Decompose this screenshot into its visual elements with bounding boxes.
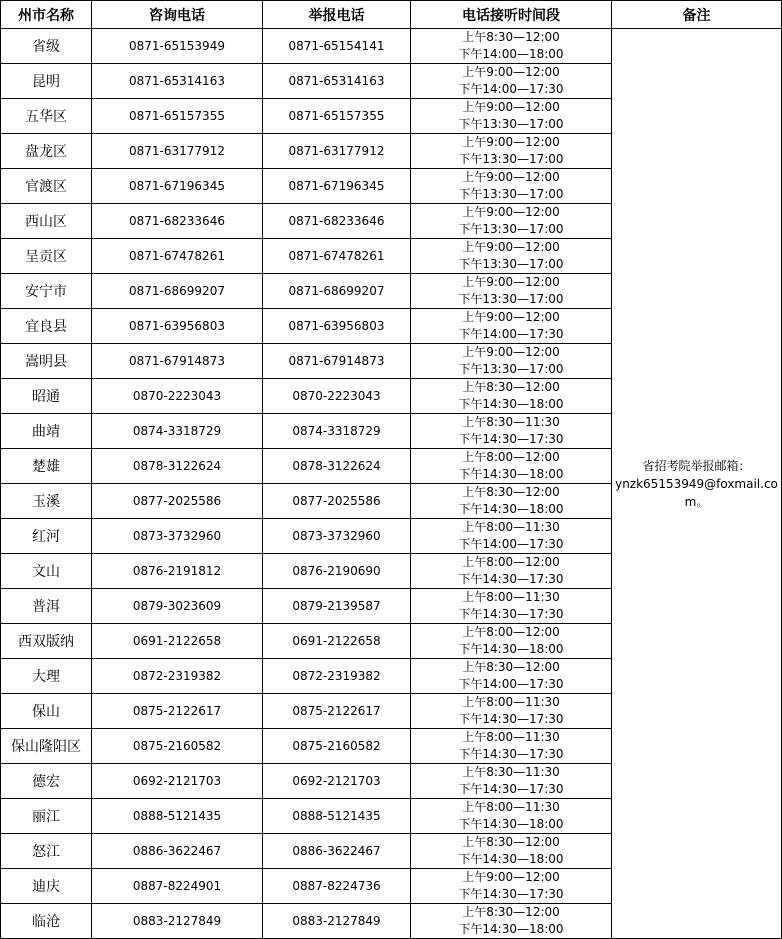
hours-cell xyxy=(411,834,612,869)
hours-cell xyxy=(411,764,612,799)
report-phone-cell: 0871-68233646 xyxy=(263,204,411,239)
report-phone-cell: 0870-2223043 xyxy=(263,379,411,414)
consult-phone-cell: 0692-2121703 xyxy=(92,764,263,799)
consult-phone-cell: 0874-3318729 xyxy=(92,414,263,449)
afternoon-hours: 下午14:30—18:00 xyxy=(458,502,564,516)
consult-phone-cell: 0888-5121435 xyxy=(92,799,263,834)
hours-cell xyxy=(411,344,612,379)
consult-phone-cell: 0871-67196345 xyxy=(92,169,263,204)
city-name-cell: 大理 xyxy=(1,659,92,694)
header-row xyxy=(1,1,782,29)
city-name-cell: 西山区 xyxy=(1,204,92,239)
report-phone-cell: 0873-3732960 xyxy=(263,519,411,554)
note-cell xyxy=(612,29,782,939)
consult-phone-cell: 0883-2127849 xyxy=(92,904,263,939)
morning-hours: 上午9:00—12:00 xyxy=(462,135,560,149)
morning-hours: 上午8:30—12:00 xyxy=(462,485,560,499)
city-name-cell: 昭通 xyxy=(1,379,92,414)
report-phone-cell: 0871-67914873 xyxy=(263,344,411,379)
report-phone-cell: 0887-8224736 xyxy=(263,869,411,904)
morning-hours: 上午9:00—12:00 xyxy=(462,170,560,184)
report-phone-cell: 0874-3318729 xyxy=(263,414,411,449)
table-body xyxy=(1,29,782,939)
morning-hours: 上午8:30—12:00 xyxy=(462,835,560,849)
header-hours: 电话接听时间段 xyxy=(411,1,612,29)
hours-cell xyxy=(411,484,612,519)
city-name-cell: 五华区 xyxy=(1,99,92,134)
city-name-cell: 迪庆 xyxy=(1,869,92,904)
hours-cell xyxy=(411,589,612,624)
city-name-cell: 宜良县 xyxy=(1,309,92,344)
hours-cell xyxy=(411,29,612,64)
afternoon-hours: 下午14:00—17:30 xyxy=(458,327,564,341)
afternoon-hours: 下午14:30—18:00 xyxy=(458,642,564,656)
city-name-cell: 盘龙区 xyxy=(1,134,92,169)
report-phone-cell: 0692-2121703 xyxy=(263,764,411,799)
hours-cell xyxy=(411,729,612,764)
consult-phone-cell: 0878-3122624 xyxy=(92,449,263,484)
afternoon-hours: 下午14:30—17:30 xyxy=(458,887,564,901)
report-phone-cell: 0871-65157355 xyxy=(263,99,411,134)
consult-phone-cell: 0871-63956803 xyxy=(92,309,263,344)
hours-cell xyxy=(411,659,612,694)
afternoon-hours: 下午14:00—17:30 xyxy=(458,677,564,691)
afternoon-hours: 下午13:30—17:00 xyxy=(458,362,564,376)
afternoon-hours: 下午13:30—17:00 xyxy=(458,187,564,201)
city-name-cell: 红河 xyxy=(1,519,92,554)
morning-hours: 上午9:00—12:00 xyxy=(462,65,560,79)
report-phone-cell: 0875-2122617 xyxy=(263,694,411,729)
consult-phone-cell: 0873-3732960 xyxy=(92,519,263,554)
consult-phone-cell: 0871-67478261 xyxy=(92,239,263,274)
city-name-cell: 玉溪 xyxy=(1,484,92,519)
city-name-cell: 嵩明县 xyxy=(1,344,92,379)
report-phone-cell: 0872-2319382 xyxy=(263,659,411,694)
morning-hours: 上午9:00—12:00 xyxy=(462,310,560,324)
afternoon-hours: 下午14:30—17:30 xyxy=(458,747,564,761)
city-name-cell: 楚雄 xyxy=(1,449,92,484)
report-phone-cell: 0877-2025586 xyxy=(263,484,411,519)
table-row xyxy=(1,29,782,64)
morning-hours: 上午8:30—11:30 xyxy=(462,415,560,429)
hours-cell xyxy=(411,64,612,99)
city-name-cell: 怒江 xyxy=(1,834,92,869)
report-phone-cell: 0876-2190690 xyxy=(263,554,411,589)
consult-phone-cell: 0871-65314163 xyxy=(92,64,263,99)
afternoon-hours: 下午14:30—18:00 xyxy=(458,467,564,481)
consult-phone-cell: 0871-68699207 xyxy=(92,274,263,309)
header-city: 州市名称 xyxy=(1,1,92,29)
report-phone-cell: 0691-2122658 xyxy=(263,624,411,659)
consult-phone-cell: 0886-3622467 xyxy=(92,834,263,869)
report-phone-cell: 0879-2139587 xyxy=(263,589,411,624)
consult-phone-cell: 0876-2191812 xyxy=(92,554,263,589)
report-phone-cell: 0871-65154141 xyxy=(263,29,411,64)
hours-cell xyxy=(411,904,612,939)
report-phone-cell: 0875-2160582 xyxy=(263,729,411,764)
city-name-cell: 昆明 xyxy=(1,64,92,99)
city-name-cell: 普洱 xyxy=(1,589,92,624)
hours-cell xyxy=(411,309,612,344)
hours-cell xyxy=(411,169,612,204)
morning-hours: 上午8:30—12:00 xyxy=(462,30,560,44)
city-name-cell: 临沧 xyxy=(1,904,92,939)
afternoon-hours: 下午14:30—18:00 xyxy=(458,397,564,411)
afternoon-hours: 下午13:30—17:00 xyxy=(458,152,564,166)
consult-phone-cell: 0887-8224901 xyxy=(92,869,263,904)
afternoon-hours: 下午14:30—17:30 xyxy=(458,712,564,726)
afternoon-hours: 下午14:00—18:00 xyxy=(458,47,564,61)
consult-phone-cell: 0877-2025586 xyxy=(92,484,263,519)
afternoon-hours: 下午13:30—17:00 xyxy=(458,257,564,271)
city-name-cell: 文山 xyxy=(1,554,92,589)
hours-cell xyxy=(411,379,612,414)
hours-cell xyxy=(411,414,612,449)
report-phone-cell: 0888-5121435 xyxy=(263,799,411,834)
consult-phone-cell: 0871-68233646 xyxy=(92,204,263,239)
consult-phone-cell: 0872-2319382 xyxy=(92,659,263,694)
morning-hours: 上午8:00—12:00 xyxy=(462,555,560,569)
hours-cell xyxy=(411,239,612,274)
morning-hours: 上午8:30—12:00 xyxy=(462,905,560,919)
morning-hours: 上午8:00—11:30 xyxy=(462,520,560,534)
note-label: 省招考院举报邮箱： xyxy=(642,458,751,473)
afternoon-hours: 下午14:30—18:00 xyxy=(458,817,564,831)
header-consult-phone: 咨询电话 xyxy=(92,1,263,29)
hours-cell xyxy=(411,99,612,134)
city-name-cell: 保山隆阳区 xyxy=(1,729,92,764)
afternoon-hours: 下午14:30—17:30 xyxy=(458,572,564,586)
report-phone-cell: 0871-63177912 xyxy=(263,134,411,169)
hours-cell xyxy=(411,449,612,484)
afternoon-hours: 下午14:30—17:30 xyxy=(458,782,564,796)
morning-hours: 上午8:00—11:30 xyxy=(462,695,560,709)
morning-hours: 上午8:30—12:00 xyxy=(462,380,560,394)
consult-phone-cell: 0870-2223043 xyxy=(92,379,263,414)
afternoon-hours: 下午14:30—17:30 xyxy=(458,607,564,621)
afternoon-hours: 下午13:30—17:00 xyxy=(458,117,564,131)
hours-cell xyxy=(411,624,612,659)
header-report-phone: 举报电话 xyxy=(263,1,411,29)
report-phone-cell: 0871-67478261 xyxy=(263,239,411,274)
city-name-cell: 安宁市 xyxy=(1,274,92,309)
hours-cell xyxy=(411,799,612,834)
morning-hours: 上午8:30—11:30 xyxy=(462,765,560,779)
afternoon-hours: 下午14:00—17:30 xyxy=(458,82,564,96)
city-name-cell: 德宏 xyxy=(1,764,92,799)
hours-cell xyxy=(411,554,612,589)
report-phone-cell: 0871-68699207 xyxy=(263,274,411,309)
city-name-cell: 官渡区 xyxy=(1,169,92,204)
hours-cell xyxy=(411,519,612,554)
consult-phone-cell: 0871-65157355 xyxy=(92,99,263,134)
morning-hours: 上午8:00—11:30 xyxy=(462,730,560,744)
report-phone-cell: 0883-2127849 xyxy=(263,904,411,939)
city-name-cell: 保山 xyxy=(1,694,92,729)
consult-phone-cell: 0879-3023609 xyxy=(92,589,263,624)
report-phone-cell: 0871-63956803 xyxy=(263,309,411,344)
hours-cell xyxy=(411,869,612,904)
report-phone-cell: 0878-3122624 xyxy=(263,449,411,484)
consult-phone-cell: 0871-67914873 xyxy=(92,344,263,379)
morning-hours: 上午8:00—12:00 xyxy=(462,450,560,464)
afternoon-hours: 下午14:30—17:30 xyxy=(458,432,564,446)
afternoon-hours: 下午14:30—18:00 xyxy=(458,852,564,866)
consult-phone-cell: 0875-2122617 xyxy=(92,694,263,729)
morning-hours: 上午8:00—11:30 xyxy=(462,800,560,814)
hours-cell xyxy=(411,204,612,239)
morning-hours: 上午9:00—12:00 xyxy=(462,275,560,289)
header-note: 备注 xyxy=(612,1,782,29)
hours-cell xyxy=(411,274,612,309)
consult-phone-cell: 0871-63177912 xyxy=(92,134,263,169)
report-phone-cell: 0871-67196345 xyxy=(263,169,411,204)
morning-hours: 上午8:30—12:00 xyxy=(462,660,560,674)
hours-cell xyxy=(411,694,612,729)
afternoon-hours: 下午14:00—17:30 xyxy=(458,537,564,551)
morning-hours: 上午9:00—12:00 xyxy=(462,100,560,114)
afternoon-hours: 下午14:30—18:00 xyxy=(458,922,564,936)
consult-phone-cell: 0871-65153949 xyxy=(92,29,263,64)
consult-phone-cell: 0875-2160582 xyxy=(92,729,263,764)
morning-hours: 上午9:00—12:00 xyxy=(462,240,560,254)
city-name-cell: 丽江 xyxy=(1,799,92,834)
morning-hours: 上午9:00—12:00 xyxy=(462,205,560,219)
report-phone-cell: 0886-3622467 xyxy=(263,834,411,869)
hours-cell xyxy=(411,134,612,169)
morning-hours: 上午9:00—12:00 xyxy=(462,870,560,884)
consult-phone-cell: 0691-2122658 xyxy=(92,624,263,659)
city-name-cell: 呈贡区 xyxy=(1,239,92,274)
city-name-cell: 省级 xyxy=(1,29,92,64)
morning-hours: 上午8:00—12:00 xyxy=(462,625,560,639)
city-name-cell: 西双版纳 xyxy=(1,624,92,659)
city-name-cell: 曲靖 xyxy=(1,414,92,449)
morning-hours: 上午8:00—11:30 xyxy=(462,590,560,604)
afternoon-hours: 下午13:30—17:00 xyxy=(458,292,564,306)
report-phone-cell: 0871-65314163 xyxy=(263,64,411,99)
note-email: ynzk65153949@foxmail.com。 xyxy=(615,476,778,509)
afternoon-hours: 下午13:30—17:00 xyxy=(458,222,564,236)
morning-hours: 上午9:00—12:00 xyxy=(462,345,560,359)
